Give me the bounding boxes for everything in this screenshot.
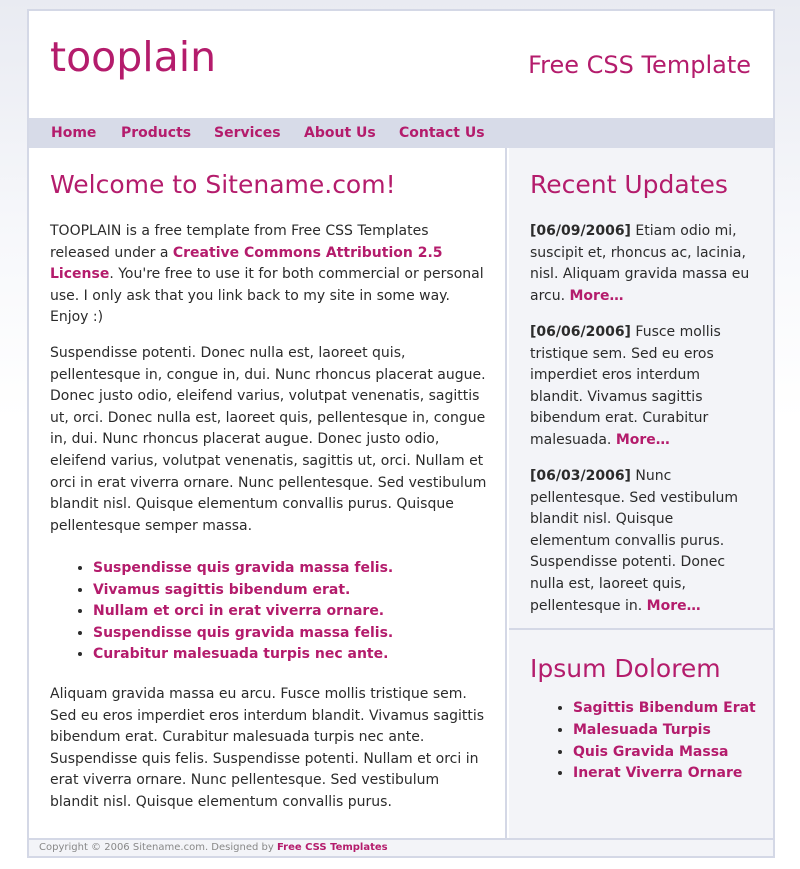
content-link-item[interactable] — [93, 601, 393, 623]
ipsum-link[interactable]: Sagittis Bibendum Erat — [573, 700, 756, 716]
footer — [29, 838, 773, 856]
ipsum-dolorem-title: Ipsum Dolorem — [530, 654, 721, 683]
content-link-item[interactable] — [93, 580, 393, 602]
page-title: Welcome to Sitename.com! — [50, 170, 396, 199]
content-link[interactable]: Suspendisse quis gravida massa felis. — [93, 624, 394, 641]
copyright-text: Copyright © 2006 Sitename.com. Designed by — [39, 842, 277, 853]
update-text: Fusce mollis tristique sem. Sed eu eros imperdiet eros interdum blandit. Vivamus sagittis bibendum erat. Curabitur malesuada. — [530, 324, 721, 448]
ipsum-link-item[interactable] — [573, 742, 756, 764]
designer-link[interactable]: Free CSS Templates — [276, 842, 388, 853]
more-link[interactable]: More… — [615, 431, 670, 448]
page-wrapper — [27, 9, 775, 858]
update-date: [06/03/2006] — [530, 468, 631, 484]
menu-link-home[interactable]: Home — [51, 125, 97, 141]
body-paragraph-3: Aliquam gravida massa eu arcu. Fusce mollis tristique sem. Sed eu eros imperdiet eros interdum blandit. Vivamus sagittis bibendum erat. Curabitur malesuada turpis nec ante. Suspendisse quis felis. Suspendisse potenti. Nullam et orci in erat viverra ornare. Nunc pellentesque. Sed vestibulum blandit nisl. Quisque elementum convallis purus. — [50, 686, 485, 810]
main-content — [29, 148, 507, 838]
content-link[interactable]: Suspendisse quis gravida massa felis. — [93, 560, 394, 576]
update-item — [530, 322, 752, 452]
main-menu — [29, 118, 773, 148]
intro-paragraph — [50, 221, 490, 329]
menu-link-products[interactable]: Products — [121, 125, 192, 141]
menu-item-products[interactable] — [121, 125, 191, 141]
content-link[interactable]: Nullam et orci in erat viverra ornare. — [93, 603, 385, 620]
recent-updates-title: Recent Updates — [530, 170, 728, 199]
ipsum-link[interactable]: Quis Gravida Massa — [573, 743, 729, 760]
more-link[interactable]: More… — [569, 287, 624, 304]
more-link[interactable]: More… — [646, 597, 701, 614]
menu-item-about-us[interactable] — [304, 125, 376, 141]
content-link-item[interactable] — [93, 623, 393, 645]
recent-updates-section — [509, 148, 773, 630]
update-text: Etiam odio mi, suscipit et, rhoncus ac, lacinia, nisl. Aliquam gravida massa eu arcu. — [530, 223, 750, 304]
ipsum-link-list — [573, 698, 756, 785]
intro-text-end: . You're free to use it for both commercial or personal use. I only ask that you link back to my site in some way. Enjoy :) — [50, 266, 484, 326]
menu-item-contact-us[interactable] — [399, 125, 485, 141]
menu-item-home[interactable] — [51, 125, 96, 141]
header — [29, 11, 773, 118]
content-link-list — [93, 558, 393, 666]
content-link[interactable]: Vivamus sagittis bibendum erat. — [93, 581, 351, 598]
menu-link-services[interactable]: Services — [214, 125, 281, 141]
menu-link-contact-us[interactable]: Contact Us — [399, 125, 485, 141]
content-link-item[interactable] — [93, 644, 393, 666]
intro-text-start: TOOPLAIN is a free template from Free CSS Templates released under a — [50, 223, 429, 261]
ipsum-link-item[interactable] — [573, 763, 756, 785]
site-slogan: Free CSS Template — [528, 51, 751, 79]
update-text: Nunc pellentesque. Sed vestibulum blandit nisl. Quisque elementum convallis purus. Suspendisse potenti. Donec nulla est, laoreet quis, pellentesque in. — [530, 468, 739, 614]
site-logo[interactable]: tooplain — [50, 33, 217, 81]
update-date: [06/06/2006] — [530, 324, 631, 340]
content-link[interactable]: Curabitur malesuada turpis nec ante. — [93, 646, 389, 663]
ipsum-link[interactable]: Malesuada Turpis — [573, 721, 711, 738]
ipsum-link[interactable]: Inerat Viverra Ornare — [573, 765, 743, 782]
license-link[interactable]: Creative Commons Attribution 2.5 License — [50, 244, 443, 283]
menu-link-about-us[interactable]: About Us — [304, 125, 376, 141]
ipsum-link-item[interactable] — [573, 698, 756, 720]
footer-text — [39, 842, 388, 853]
update-item — [530, 221, 752, 307]
content-link-item[interactable] — [93, 558, 393, 580]
sidebar — [509, 148, 773, 838]
ipsum-link-item[interactable] — [573, 720, 756, 742]
update-date: [06/09/2006] — [530, 223, 631, 239]
menu-item-services[interactable] — [214, 125, 281, 141]
body-paragraph-2: Suspendisse potenti. Donec nulla est, laoreet quis, pellentesque in, congue in, dui. Nunc rhoncus placerat augue. Donec justo odio, eleifend varius, volutpat venenatis, sagittis ut, orci. Donec nulla est, laoreet quis, pellentesque in, congue in, dui. Nunc rhoncus placerat augue. Donec justo odio, eleifend varius, volutpat venenatis, sagittis ut, orci. Nullam et orci in erat viverra ornare. Nunc pellentesque. Sed vestibulum blandit nisl. Quisque elementum convallis purus. Quisque pellentesque semper massa. — [50, 345, 487, 534]
ipsum-dolorem-section — [509, 632, 773, 838]
update-item — [530, 466, 752, 617]
